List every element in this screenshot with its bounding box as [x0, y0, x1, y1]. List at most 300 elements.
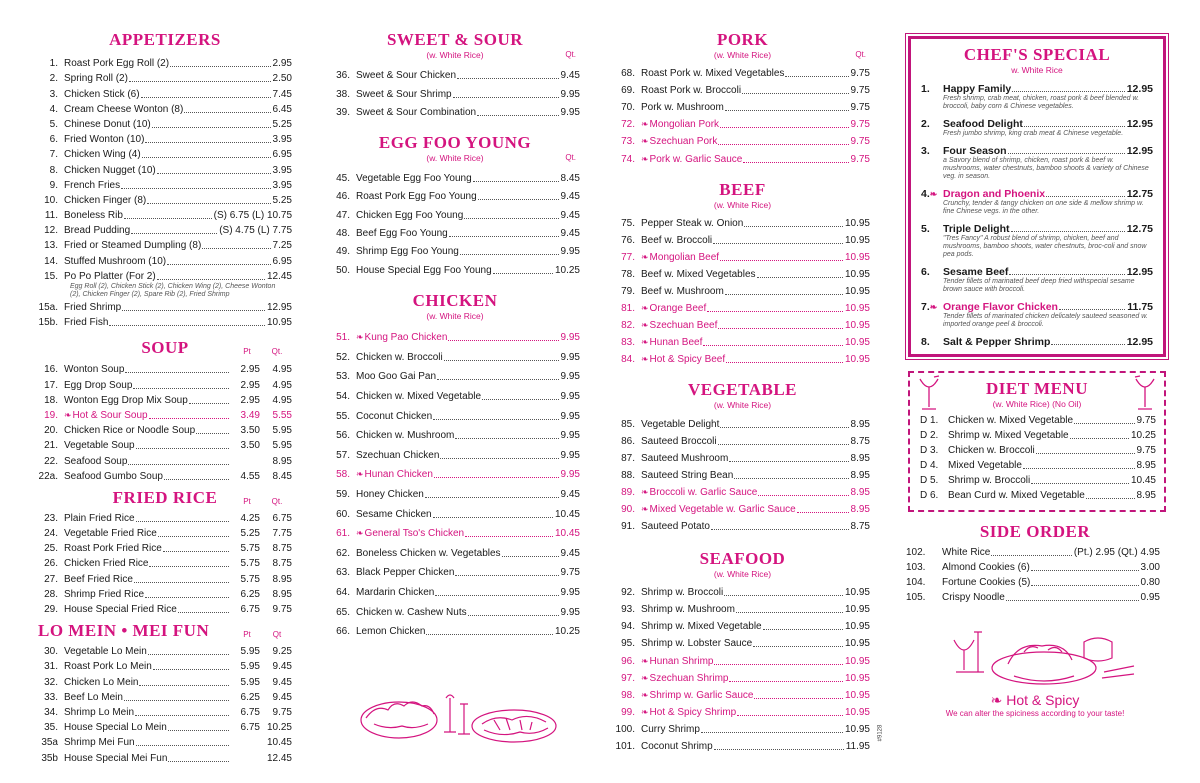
- item-name-text: Fried Fish: [64, 317, 109, 329]
- item-name: [641, 621, 762, 633]
- item-name: [356, 107, 476, 119]
- fried-rice-title: FRIED RICE: [112, 487, 218, 507]
- dot-leader: [720, 260, 843, 261]
- item-name: [641, 689, 753, 702]
- dot-leader: [434, 477, 559, 478]
- item-number: 29.: [44, 604, 58, 615]
- chef-special-item: [921, 118, 1153, 130]
- column-2: [330, 30, 580, 638]
- quart-price: 4.95: [272, 394, 292, 406]
- dot-leader: [707, 311, 843, 312]
- item-name: Seafood Delight: [943, 118, 1023, 130]
- pork-subhead: [615, 50, 870, 61]
- egg-foo-young-list: [330, 167, 580, 277]
- dot-leader: [1046, 196, 1125, 197]
- item-name: [641, 336, 702, 349]
- item-number: 92.: [621, 587, 635, 599]
- dot-leader: [1059, 309, 1125, 310]
- menu-item: [330, 64, 580, 82]
- item-name: [356, 89, 452, 101]
- dot-leader: [468, 615, 559, 616]
- dot-leader: [167, 264, 270, 265]
- menu-item: [615, 97, 870, 114]
- dot-leader: [718, 144, 848, 145]
- item-name-text: House Special Egg Foo Young: [356, 264, 492, 276]
- dot-leader: [1012, 91, 1124, 92]
- menu-item: [38, 540, 292, 555]
- quart-price: 5.95: [272, 425, 292, 437]
- menu-item: [38, 101, 292, 116]
- item-price: 9.75: [850, 119, 870, 131]
- item-number: 35a: [41, 737, 58, 749]
- item-name: [64, 722, 167, 734]
- menu-item: [330, 82, 580, 100]
- item-name: Almond Cookies (6): [942, 562, 1030, 573]
- item-number: 87.: [621, 452, 635, 464]
- item-price: 9.75: [850, 85, 870, 97]
- beef-subtitle: (w. White Rice): [713, 199, 772, 210]
- item-number: 55.: [336, 410, 350, 422]
- menu-item: [38, 131, 292, 146]
- fried-rice-size-labels: [232, 497, 292, 506]
- item-number: 105.: [906, 592, 926, 603]
- dot-leader: [758, 495, 848, 496]
- item-number: 74.: [621, 153, 635, 165]
- item-name-text: House Special Fried Rice: [64, 604, 177, 615]
- beef-title: BEEF: [719, 179, 766, 199]
- item-name: [641, 503, 796, 516]
- menu-item: [38, 252, 292, 267]
- item-number: 50.: [336, 264, 350, 276]
- item-name: [64, 440, 135, 452]
- item-name: [356, 527, 464, 540]
- item-name: [641, 741, 713, 753]
- dot-leader: [703, 345, 843, 346]
- dot-leader: [711, 529, 849, 530]
- item-price: 12.95: [1126, 118, 1153, 130]
- column-4: [904, 28, 1166, 718]
- item-name-text: Chicken Egg Foo Young: [356, 209, 464, 221]
- menu-item: [38, 177, 292, 192]
- dot-leader: [196, 433, 229, 434]
- item-number: 48.: [336, 228, 350, 240]
- item-number: 70.: [621, 102, 635, 114]
- dot-leader: [482, 399, 558, 400]
- item-name-text: Beef Lo Mein: [64, 691, 123, 703]
- item-price: 12.95: [266, 302, 292, 313]
- item-name: [641, 68, 784, 80]
- menu-item: [330, 240, 580, 258]
- menu-item: [38, 673, 292, 688]
- item-price: 10.95: [844, 286, 870, 298]
- hot-pepper-icon: ❧: [641, 303, 649, 314]
- item-number: 78.: [621, 268, 635, 280]
- dot-leader: [136, 448, 229, 449]
- item-name: [64, 119, 151, 131]
- quart-price: 7.75: [272, 528, 292, 540]
- item-number: 82.: [621, 320, 635, 332]
- item-description: Crunchy, tender & tangy chicken on one side & mellow shrimp w. fine Chinese vegs. in the other.: [943, 200, 1144, 215]
- item-name: [64, 395, 188, 407]
- item-name: Crispy Noodle: [942, 592, 1005, 603]
- item-number-text: 4.: [921, 188, 930, 200]
- item-name: Four Season: [943, 145, 1007, 157]
- appetizers-header: [38, 30, 292, 50]
- item-name: [356, 430, 454, 442]
- dot-leader: [1008, 153, 1125, 154]
- item-name-text: Sauteed Mushroom: [641, 452, 729, 464]
- hot-spicy-legend: [904, 692, 1166, 709]
- item-name: [64, 256, 166, 268]
- spiciness-note: We can alter the spiciness according to your taste!: [945, 709, 1125, 718]
- item-name: [64, 271, 156, 283]
- dot-leader: [449, 236, 559, 237]
- item-price: 9.95: [560, 246, 580, 258]
- dot-leader: [1051, 344, 1124, 345]
- dot-leader: [135, 715, 229, 716]
- item-price: 10.25: [554, 264, 580, 276]
- dot-leader: [742, 93, 848, 94]
- dot-leader: [426, 634, 552, 635]
- hot-pepper-icon: ❧: [641, 706, 649, 717]
- hot-pepper-icon: ❧: [641, 672, 649, 683]
- hot-pepper-icon: ❧: [929, 189, 938, 199]
- quart-price: 6.75: [272, 512, 292, 524]
- menu-item: [38, 601, 292, 616]
- item-name: [641, 218, 743, 230]
- item-name: [356, 391, 481, 403]
- item-name: [641, 302, 706, 315]
- item-name-text: Chicken w. Broccoli: [356, 351, 443, 363]
- item-number: 15.: [44, 270, 58, 282]
- item-name-text: Chicken Finger (8): [64, 194, 147, 206]
- menu-item: [38, 586, 292, 601]
- item-price: 10.95: [844, 621, 870, 633]
- item-price: 10.95: [844, 638, 870, 650]
- item-price: 6.45: [272, 103, 292, 115]
- diet-menu-item: [918, 487, 1156, 502]
- item-name-text: Beef Egg Foo Young: [356, 228, 448, 240]
- item-name-text: Curry Shrimp: [641, 723, 700, 735]
- item-name-text: Vegetable Delight: [641, 418, 720, 430]
- item-price: 10.95: [844, 706, 870, 718]
- dot-leader: [149, 566, 229, 567]
- item-number: 89.: [621, 486, 635, 498]
- item-number: 35b: [41, 752, 58, 764]
- item-number: 16.: [44, 364, 58, 376]
- pt-label: Pt: [243, 347, 251, 357]
- chicken-subtitle: (w. White Rice): [426, 310, 484, 321]
- dot-leader: [455, 575, 558, 576]
- pint-price: 6.75: [240, 722, 260, 734]
- item-name: [356, 489, 424, 501]
- item-price: 8.75: [850, 521, 870, 533]
- item-number: 93.: [621, 604, 635, 616]
- dot-leader: [448, 340, 558, 341]
- chef-special-item: [921, 336, 1153, 348]
- dot-leader: [440, 458, 558, 459]
- item-number: 15a.: [38, 302, 58, 313]
- sweet-sour-list: [330, 64, 580, 119]
- menu-item: [38, 719, 292, 734]
- item-number-text: 5.: [921, 223, 930, 235]
- item-price: 10.95: [844, 723, 870, 735]
- dot-leader: [145, 597, 229, 598]
- hot-pepper-icon: ❧: [641, 320, 649, 331]
- pint-price: 6.25: [240, 588, 260, 600]
- menu-item: [330, 364, 580, 384]
- item-name: [641, 706, 736, 719]
- pint-price: 5.75: [240, 543, 260, 555]
- item-name: [356, 371, 436, 383]
- dot-leader: [1036, 453, 1135, 454]
- hot-pepper-icon: ❧: [641, 354, 649, 365]
- item-number: 91.: [621, 521, 635, 533]
- item-number: 100.: [615, 723, 635, 735]
- hot-pepper-icon: ❧: [641, 655, 649, 666]
- hot-pepper-icon: ❧: [356, 332, 364, 343]
- item-name-text: Sweet & Sour Shrimp: [356, 88, 452, 100]
- lo-mein-title: LO MEIN • MEI FUN: [38, 621, 210, 640]
- dot-leader: [1011, 231, 1125, 232]
- item-name: [64, 528, 157, 540]
- item-name: [64, 165, 156, 177]
- menu-item: [615, 482, 870, 499]
- dot-leader: [1031, 483, 1129, 484]
- item-name: [356, 331, 447, 344]
- item-name-text: Vegetable Soup: [64, 440, 135, 452]
- hot-pepper-icon: ❧: [641, 337, 649, 348]
- item-price: 8.95: [850, 503, 870, 515]
- item-price: 10.25: [554, 626, 580, 638]
- item-name: [64, 604, 177, 616]
- hot-spicy-label: Hot & Spicy: [1006, 692, 1080, 708]
- item-name-text: Shrimp w. Garlic Sauce: [649, 689, 754, 701]
- item-name-text: Szechuan Beef: [649, 320, 718, 332]
- pint-price: 3.49: [240, 409, 260, 421]
- dot-leader: [153, 669, 229, 670]
- item-name: [641, 85, 741, 97]
- dot-leader: [729, 681, 842, 682]
- item-price: 8.95: [1136, 490, 1156, 501]
- item-name: [641, 724, 700, 736]
- menu-item: [615, 247, 870, 264]
- chefs-special-subtitle: w. White Rice: [1011, 65, 1063, 75]
- menu-item: [38, 407, 292, 422]
- chefs-special-title: CHEF'S SPECIAL: [963, 45, 1111, 64]
- item-number: D 4.: [920, 460, 939, 471]
- item-price: 10.95: [844, 689, 870, 701]
- item-name-text: Shrimp w. Lobster Sauce: [641, 638, 753, 650]
- hot-pepper-icon: ❧: [356, 469, 364, 480]
- item-number: 69.: [621, 85, 635, 97]
- pint-price: 3.50: [240, 425, 260, 437]
- chef-special-item: [921, 301, 1153, 313]
- item-name-text: Sauteed Potato: [641, 521, 710, 533]
- item-number: 33.: [44, 691, 58, 703]
- dot-leader: [725, 110, 849, 111]
- item-number: 31.: [44, 661, 58, 673]
- item-number: 97.: [621, 672, 635, 684]
- item-price: 10.95: [266, 317, 292, 329]
- item-name: Triple Delight: [943, 223, 1010, 235]
- item-name-text: Sesame Chicken: [356, 508, 432, 520]
- hot-pepper-icon: ❧: [929, 302, 938, 312]
- item-price: 8.75: [850, 435, 870, 447]
- item-name: [64, 409, 148, 422]
- item-name: [64, 134, 144, 146]
- egg-foo-young-subhead: [330, 153, 580, 164]
- item-number-text: 2.: [921, 118, 930, 130]
- item-name: [64, 513, 135, 525]
- item-price: 9.95: [560, 332, 580, 344]
- dot-leader: [125, 372, 229, 373]
- item-number: 7.: [49, 149, 58, 161]
- menu-item: [38, 555, 292, 570]
- item-number: D 6.: [920, 490, 939, 501]
- qt-label: Qt.: [855, 50, 866, 59]
- menu-item: [615, 448, 870, 465]
- item-name-text: House Special Lo Mein: [64, 722, 167, 734]
- item-name-text: Chicken w. Cashew Nuts: [356, 606, 467, 618]
- dot-leader: [152, 127, 271, 128]
- item-name-text: Stuffed Mushroom (10): [64, 255, 167, 267]
- quart-price: 12.45: [266, 752, 292, 764]
- item-number: 58.: [336, 469, 350, 481]
- quart-price: 8.75: [272, 558, 292, 570]
- dot-leader: [435, 595, 558, 596]
- quart-price: 9.45: [272, 661, 292, 673]
- item-name: [641, 319, 717, 332]
- item-name-text: Kung Pao Chicken: [364, 332, 448, 344]
- menu-item: [615, 616, 870, 633]
- item-price: 12.95: [1126, 266, 1153, 278]
- soup-size-labels: [232, 347, 292, 356]
- menu-item: [38, 192, 292, 207]
- item-name-text: Szechuan Shrimp: [649, 672, 729, 684]
- item-number: 3.: [49, 88, 58, 100]
- dot-leader: [754, 698, 842, 699]
- item-name-text: Moo Goo Gai Pan: [356, 371, 437, 383]
- sweet-sour-title: SWEET & SOUR: [386, 30, 524, 49]
- item-name: [64, 240, 201, 252]
- menu-item: [330, 325, 580, 345]
- hot-pepper-icon: ❧: [641, 503, 649, 514]
- item-name-text: Chicken Rice or Noodle Soup: [64, 425, 196, 437]
- wine-glass-icon: [916, 375, 942, 415]
- item-name: [64, 73, 128, 85]
- item-name-text: House Special Mei Fun: [64, 752, 168, 764]
- item-name: [64, 210, 123, 222]
- item-price: 10.95: [844, 587, 870, 599]
- egg-foo-young-subtitle: (w. White Rice): [426, 152, 484, 163]
- item-number: 68.: [621, 68, 635, 80]
- item-number: 52.: [336, 351, 350, 363]
- item-price: 10.45: [554, 528, 580, 540]
- dot-leader: [136, 745, 229, 746]
- menu-item: [38, 570, 292, 585]
- item-name: [356, 70, 456, 82]
- dot-leader: [168, 761, 229, 762]
- menu-item: [330, 222, 580, 240]
- print-code: #9128: [877, 724, 884, 742]
- size-prices: (S) 6.75 (L) 10.75: [213, 210, 292, 222]
- item-number: 81.: [621, 303, 635, 315]
- menu-item: [38, 222, 292, 237]
- dot-leader: [460, 254, 559, 255]
- dot-leader: [714, 664, 843, 665]
- item-number: 6.: [49, 134, 58, 146]
- pepper-icon: ❧: [990, 692, 1003, 708]
- item-price: 2.50: [272, 73, 292, 85]
- vegetable-list: [615, 413, 870, 533]
- pint-price: 2.95: [240, 379, 260, 391]
- menu-item: [38, 376, 292, 391]
- item-name-text: Chinese Donut (10): [64, 118, 151, 130]
- food-illustration-icon: [354, 680, 564, 752]
- dot-leader: [433, 419, 558, 420]
- menu-item: [38, 658, 292, 673]
- pint-price: 3.50: [240, 440, 260, 452]
- item-number: 84.: [621, 354, 635, 366]
- appetizers-list: [38, 55, 292, 329]
- item-number: [921, 83, 943, 95]
- item-name: [64, 180, 120, 192]
- item-price: 9.75: [560, 567, 580, 579]
- item-description: Fresh shrimp, crab meat, chicken, roast pork & beef blended w. broccoli, baby corn & Chinese vegetables.: [943, 95, 1140, 110]
- item-price: 9.95: [560, 88, 580, 100]
- menu-item: [330, 203, 580, 221]
- item-name-text: Black Pepper Chicken: [356, 567, 455, 579]
- item-number: 98.: [621, 689, 635, 701]
- hot-pepper-icon: ❧: [641, 136, 649, 147]
- item-number: 101.: [615, 741, 635, 752]
- quart-price: 9.45: [272, 676, 292, 688]
- dot-leader: [184, 112, 270, 113]
- item-price: 3.95: [272, 134, 292, 146]
- item-price: 3.95: [272, 179, 292, 191]
- quart-price: 8.95: [272, 455, 292, 467]
- item-name-text: Hot & Spicy Shrimp: [649, 706, 737, 718]
- item-number: 104.: [906, 577, 926, 588]
- item-name-text: Hunan Chicken: [364, 469, 433, 481]
- item-name-text: Chicken w. Mushroom: [356, 430, 455, 442]
- item-price: 9.75: [850, 102, 870, 114]
- menu-item: [330, 579, 580, 599]
- item-name: [64, 104, 183, 116]
- menu-item: [615, 114, 870, 131]
- dot-leader: [164, 479, 229, 480]
- dot-leader: [142, 157, 271, 158]
- item-price: 9.45: [560, 228, 580, 240]
- item-number: [921, 145, 943, 157]
- item-name: Sesame Beef: [943, 266, 1009, 278]
- quart-price: 10.45: [266, 737, 292, 749]
- item-name-text: Fried Wonton (10): [64, 134, 145, 146]
- diet-menu-title: DIET MENU: [986, 379, 1088, 398]
- item-name-text: Coconut Chicken: [356, 410, 433, 422]
- dot-leader: [444, 360, 559, 361]
- item-name-text: Sauteed String Bean: [641, 469, 734, 481]
- dot-leader: [457, 78, 558, 79]
- dot-leader: [136, 521, 229, 522]
- dot-leader: [493, 273, 553, 274]
- pint-price: 4.25: [240, 512, 260, 524]
- item-number: 73.: [621, 136, 635, 148]
- size-prices: (S) 4.75 (L) 7.75: [219, 225, 292, 237]
- dot-leader: [714, 749, 844, 750]
- menu-item: [38, 207, 292, 222]
